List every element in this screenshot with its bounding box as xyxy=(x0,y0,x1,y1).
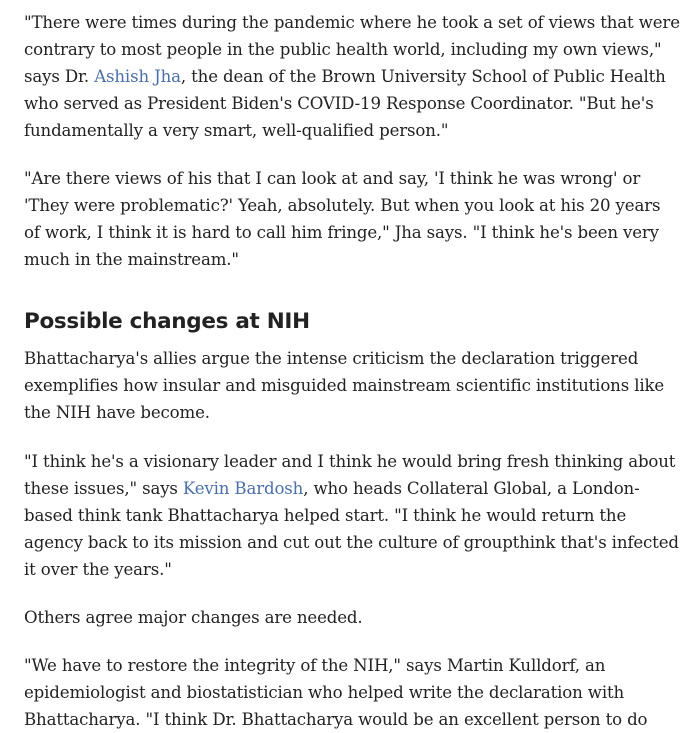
paragraph-kulldorf-quote: "We have to restore the integrity of the NIH," says Martin Kulldorf, an epidemiologist and biostatistician who helped write the declaration with Bhattacharya. "I think Dr. Bhattacharya would be an excellent person to do xyxy=(24,656,648,729)
paragraph-text: , the dean of the Brown University School of Public Health who served as President Biden's COVID-19 Response Coordinator. "But he's fundamentally a very smart, well-qualified person." xyxy=(24,67,666,140)
paragraph-bardosh-quote xyxy=(24,448,680,583)
paragraph-text: "There were times during the pandemic where he took a set of views that were contrary to most people in the public health world, including my own views," says Dr. xyxy=(24,13,680,86)
paragraph-text: "I think he's a visionary leader and I think he would bring fresh thinking about these issues," says xyxy=(24,452,676,498)
paragraph-jha-quote xyxy=(24,9,680,144)
paragraph-text: , who heads Collateral Global, a London-based think tank Bhattacharya helped start. "I think he would return the agency back to its mission and cut out the culture of groupthink that's infected it over the years." xyxy=(24,479,679,579)
link-ashish-jha[interactable]: Ashish Jha xyxy=(94,67,181,86)
section-heading: Possible changes at NIH xyxy=(24,309,310,334)
link-kevin-bardosh[interactable]: Kevin Bardosh xyxy=(182,479,304,498)
paragraph-allies: Bhattacharya's allies argue the intense criticism the declaration triggered exemplifies how insular and misguided mainstream scientific institutions like the NIH have become. xyxy=(24,349,665,422)
paragraph-jha-fringe: "Are there views of his that I can look at and say, 'I think he was wrong' or 'They were problematic?' Yeah, absolutely. But when you look at his 20 years of work, I think it is hard to call him fringe," Jha says. "I think he's been very much in the mainstream." xyxy=(24,169,661,269)
paragraph-others-agree: Others agree major changes are needed. xyxy=(24,608,363,627)
